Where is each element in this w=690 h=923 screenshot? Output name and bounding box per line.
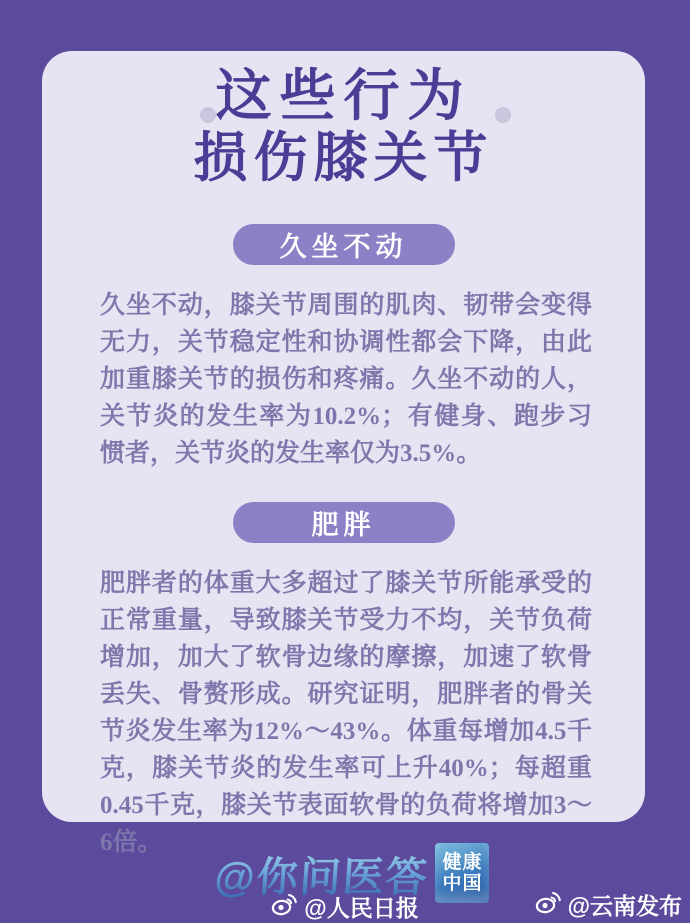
credit-right-row bbox=[535, 888, 682, 921]
poster-title-line2: 损伤膝关节 bbox=[193, 127, 494, 188]
healthy-china-logo-line1: 健康 bbox=[442, 852, 483, 873]
decor-dot-left bbox=[200, 107, 216, 123]
section-body-obesity: 肥胖者的体重大多超过了膝关节所能承受的正常重量，导致膝关节受力不均，关节负荷增加，加大了软骨边缘的摩擦，加速了软骨丢失、骨赘形成。研究证明，肥胖者的骨关节炎发生率为12%～43%。体重每增加4.5千克，膝关节炎的发生率可上升40%；每超重0.45千克，膝关节表面软骨的负荷将增加3～6倍。 bbox=[100, 570, 592, 857]
weibo-icon bbox=[535, 890, 562, 920]
credit-left-handle: @人民日报 bbox=[304, 895, 419, 921]
section-badge-obesity: 肥胖 bbox=[233, 502, 455, 543]
credit-right-handle: @云南发布 bbox=[567, 893, 682, 919]
healthy-china-logo-line2: 中国 bbox=[442, 873, 483, 894]
decor-dot-right bbox=[495, 107, 511, 123]
section-body-sedentary: 久坐不动，膝关节周围的肌肉、韧带会变得无力，关节稳定性和协调性都会下降，由此加重膝关节的损伤和疼痛。久坐不动的人，关节炎的发生率为10.2%；有健身、跑步习惯者，关节炎的发生率仅为3.5%。 bbox=[100, 292, 592, 468]
watermark-handle: @你问医答 bbox=[212, 844, 430, 903]
poster-title-line1: 这些行为 bbox=[215, 64, 472, 127]
content-card bbox=[42, 51, 645, 857]
poster-header bbox=[42, 51, 645, 188]
section-badge-sedentary: 久坐不动 bbox=[233, 224, 455, 265]
weibo-icon bbox=[271, 892, 298, 922]
